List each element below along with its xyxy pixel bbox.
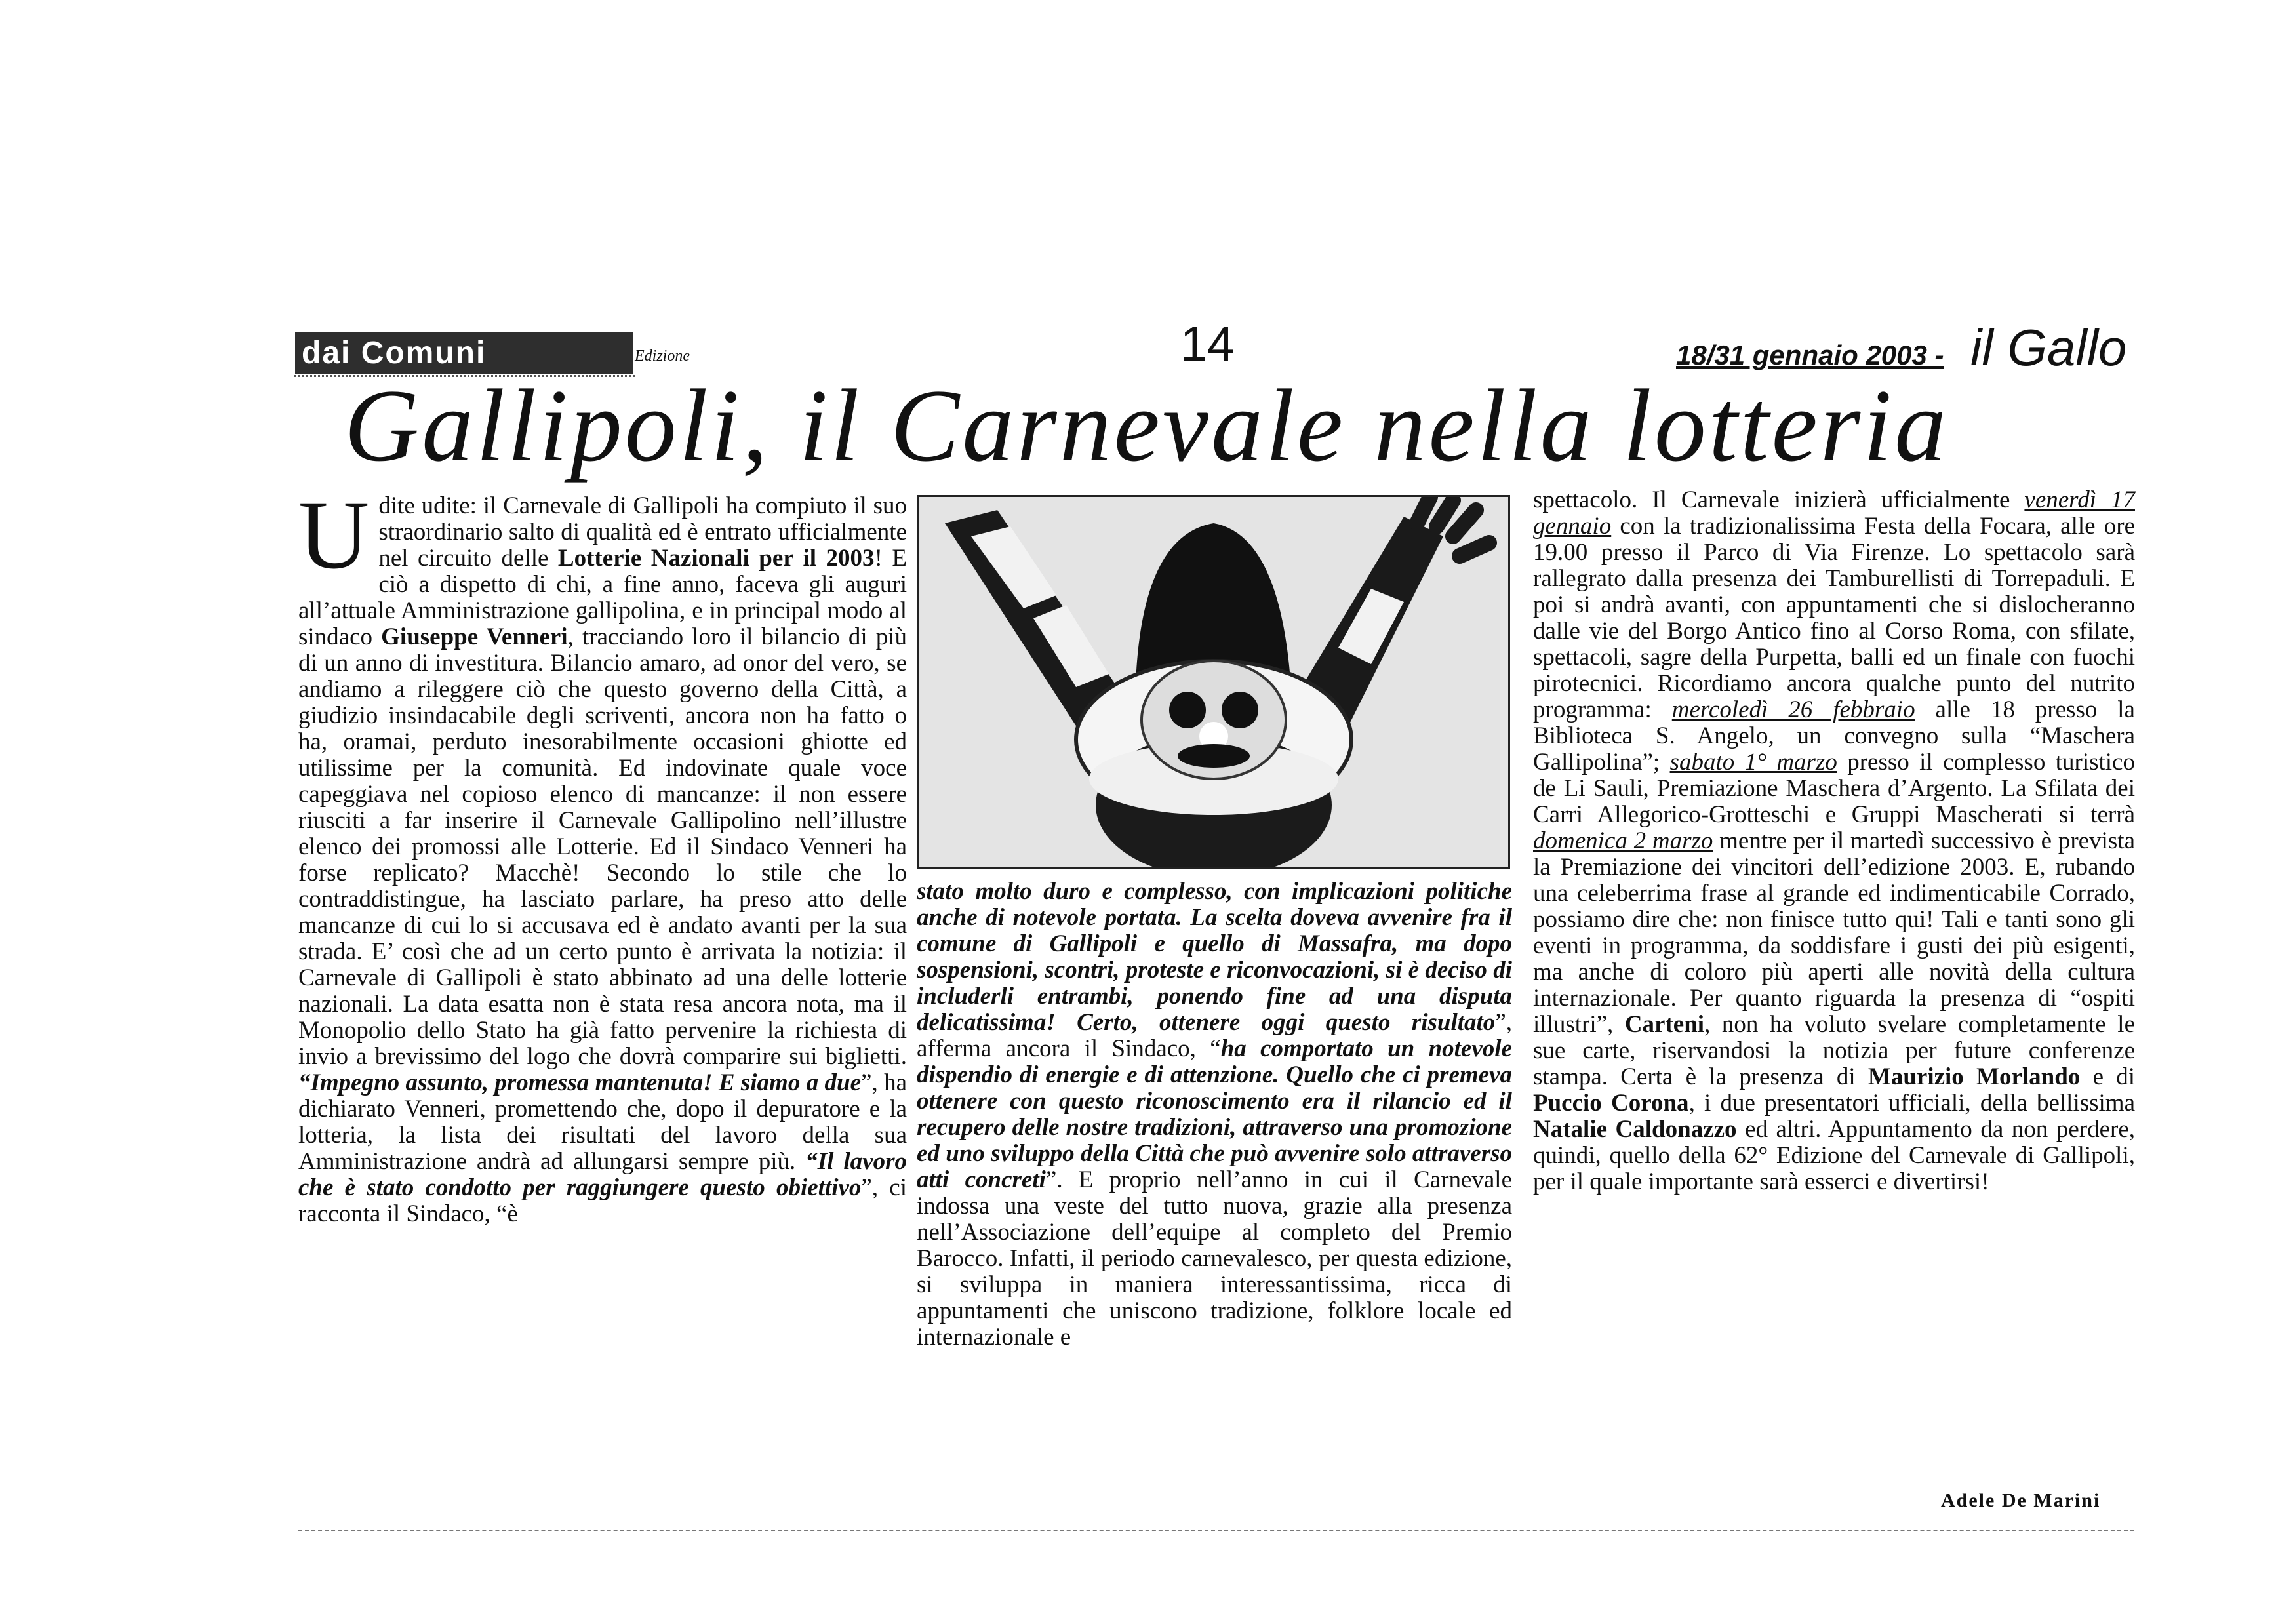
- text-run: alle 18 presso la Biblioteca S. Angelo, un convegno sulla “Maschera Gallipolina”;: [1533, 696, 2135, 776]
- author-signature: Adele De Marini: [1941, 1490, 2101, 1511]
- article-column-right: [1533, 487, 2135, 1195]
- event-date: mercoledì 26 febbraio: [1671, 696, 1915, 723]
- text-run: ”, ha dichiarato Venneri, promettendo che, dopo il depuratore e la lotteria, la lista dei risultati del lavoro della sua Amministrazione andrà ad allungarsi sempre più.: [298, 1069, 907, 1175]
- issue-date: 18/31 gennaio 2003 -: [1676, 340, 1944, 370]
- page-number: 14: [1180, 317, 1235, 371]
- text-run: ”, afferma ancora il Sindaco, “: [917, 1009, 1512, 1062]
- text-run: , i due presentatori ufficiali, della bellissima: [1688, 1090, 2136, 1117]
- text-run: ed altri. Appuntamento da non perdere, quindi, quello della 62° Edizione del Carnevale di Gallipoli, per il quale importante sarà esserci e divertirsi!: [1533, 1116, 2135, 1195]
- text-run: dite udite: il Carnevale di Gallipoli ha compiuto il suo straordinario salto di qualità ed è entrato ufficialmente nel circuito delle: [378, 492, 907, 572]
- event-date: sabato 1° marzo: [1669, 749, 1837, 776]
- person-name: Puccio Corona: [1533, 1090, 1689, 1117]
- text-run: ! E ciò a dispetto di chi, a fine anno, faceva gli auguri all’attuale Amministrazione gallipolina, e in principal modo al sindaco: [298, 545, 907, 650]
- quote: “Il lavoro che è stato condotto per raggiungere questo obiettivo: [298, 1148, 907, 1201]
- event-date: venerdì 17 gennaio: [1533, 486, 2135, 540]
- clown-figure-illustration: [919, 497, 1510, 869]
- text-run: spettacolo. Il Carnevale inizierà ufficialmente: [1533, 486, 2025, 513]
- text-run: presso il complesso turistico de Li Sauli, Premiazione Maschera d’Argento. La Sfilata dei Carri Allegorico-Grotteschi e Gruppi Mascherati si terrà: [1533, 749, 2135, 828]
- text-run: ”, ci racconta il Sindaco, “è: [298, 1174, 908, 1227]
- carnival-mask-photo: [917, 495, 1510, 869]
- section-tag: dai Comuni: [295, 332, 633, 374]
- person-name: Maurizio Morlando: [1867, 1063, 2081, 1090]
- person-name: Natalie Caldonazzo: [1533, 1116, 1737, 1143]
- text-run: e di: [2080, 1063, 2135, 1090]
- quote: stato molto duro e complesso, con implicazioni politiche anche di notevole portata. La scelta doveva avvenire fra il comune di Gallipoli e quello di Massafra, ma dopo sospensioni, scontri, proteste e riconvocazioni, si è deciso di includerli entrambi, ponendo fine ad una disputa delicatissima! Certo, ottenere oggi questo risultato: [917, 878, 1512, 1036]
- text-run: , non ha voluto svelare completamente le sue carte, riservandosi la notizia per future conferenze stampa. Certa è la presenza di: [1533, 1011, 2135, 1090]
- article-column-middle: [917, 879, 1512, 1351]
- person-name: Carteni: [1624, 1011, 1705, 1038]
- edition-label: Edizione: [635, 347, 690, 365]
- article-headline: Gallipoli, il Carnevale nella lotteria: [344, 368, 1949, 483]
- text-run-bold: Lotterie Nazionali per il 2003: [557, 545, 875, 572]
- text-run: con la tradizionalissima Festa della Focara, alle ore 19.00 presso il Parco di Via Firenze. Lo spettacolo sarà rallegrato dalla presenza dei Tamburellisti di Torrepaduli. E poi si andrà avanti, con appuntamenti che si dislocheranno dalle vie del Borgo Antico fino al Corso Roma, con sfilate, spettacoli, sagre della Purpetta, balli ed un finale con fuochi pirotecnici. Ricordiamo ancora qualche punto del nutrito programma:: [1533, 513, 2135, 723]
- quote: “Impegno assunto, promessa mantenuta! E siamo a due: [298, 1069, 862, 1096]
- text-run: mentre per il martedì successivo è prevista la Premiazione dei vincitori dell’edizione 2003. E, rubando una celeberrima frase al grande ed indimenticabile Corrado, possiamo dire che: non finisce tutto qui! Tali e tanti sono gli eventi in programma, da soddisfare i gusti dei più esigenti, ma anche di coloro più aperti alle novità della cultura internazionale. Per quanto riguarda la presenza di “ospiti illustri”,: [1533, 827, 2135, 1038]
- newspaper-logo: il Gallo: [1970, 319, 2127, 376]
- event-date: domenica 2 marzo: [1533, 827, 1713, 854]
- article-column-left: [298, 481, 908, 1227]
- bottom-rule: [298, 1530, 2134, 1532]
- quote: ha comportato un notevole dispendio di energie e di attenzione. Quello che ci premeva ottenere con questo riconoscimento era il rilancio ed il recupero delle nostre tradizioni, attraverso una promozione ed uno sviluppo della Città che può avvenire solo attraverso atti concreti: [917, 1035, 1512, 1193]
- dropcap: U: [298, 481, 370, 589]
- text-run: ”. E proprio nell’anno in cui il Carnevale indossa una veste del tutto nuova, grazie alla presenza nell’Associazione dell’equipe al completo del Premio Barocco. Infatti, il periodo carnevalesco, per questa edizione, si sviluppa in maniera interessantissima, ricca di appuntamenti che uniscono tradizione, folklore locale ed internazionale e: [917, 1166, 1512, 1351]
- text-run: , tracciando loro il bilancio di più di un anno di investitura. Bilancio amaro, ad onor del vero, se andiamo a rileggere ciò che questo governo della Città, a giudizio insindacabile degli scriventi, ancora non ha fatto o ha, oramai, perduto inesorabilmente occasioni ghiotte ed utilissime per la comunità. Ed indovinate quale voce capeggiava nel copioso elenco di mancanze: il non essere riusciti a far inserire il Carnevale Gallipolino nell’illustre elenco dei promossi alle Lotterie. Ed il Sindaco Venneri ha forse replicato? Macchè! Secondo lo stile che lo contraddistingue, ha lasciato parlare, ha preso atto delle mancanze di cui lo si accusava ed è andato avanti per la sua strada. E’ così che ad un certo punto è arrivata la notizia: il Carnevale di Gallipoli è stato abbinato ad una delle lotterie nazionali. La data esatta non è stata resa ancora nota, ma il Monopolio dello Stato ha già fatto pervenire la richiesta di invio a brevissimo del logo che dovrà comparire sui biglietti.: [298, 624, 907, 1070]
- person-name: Giuseppe Venneri: [381, 624, 568, 650]
